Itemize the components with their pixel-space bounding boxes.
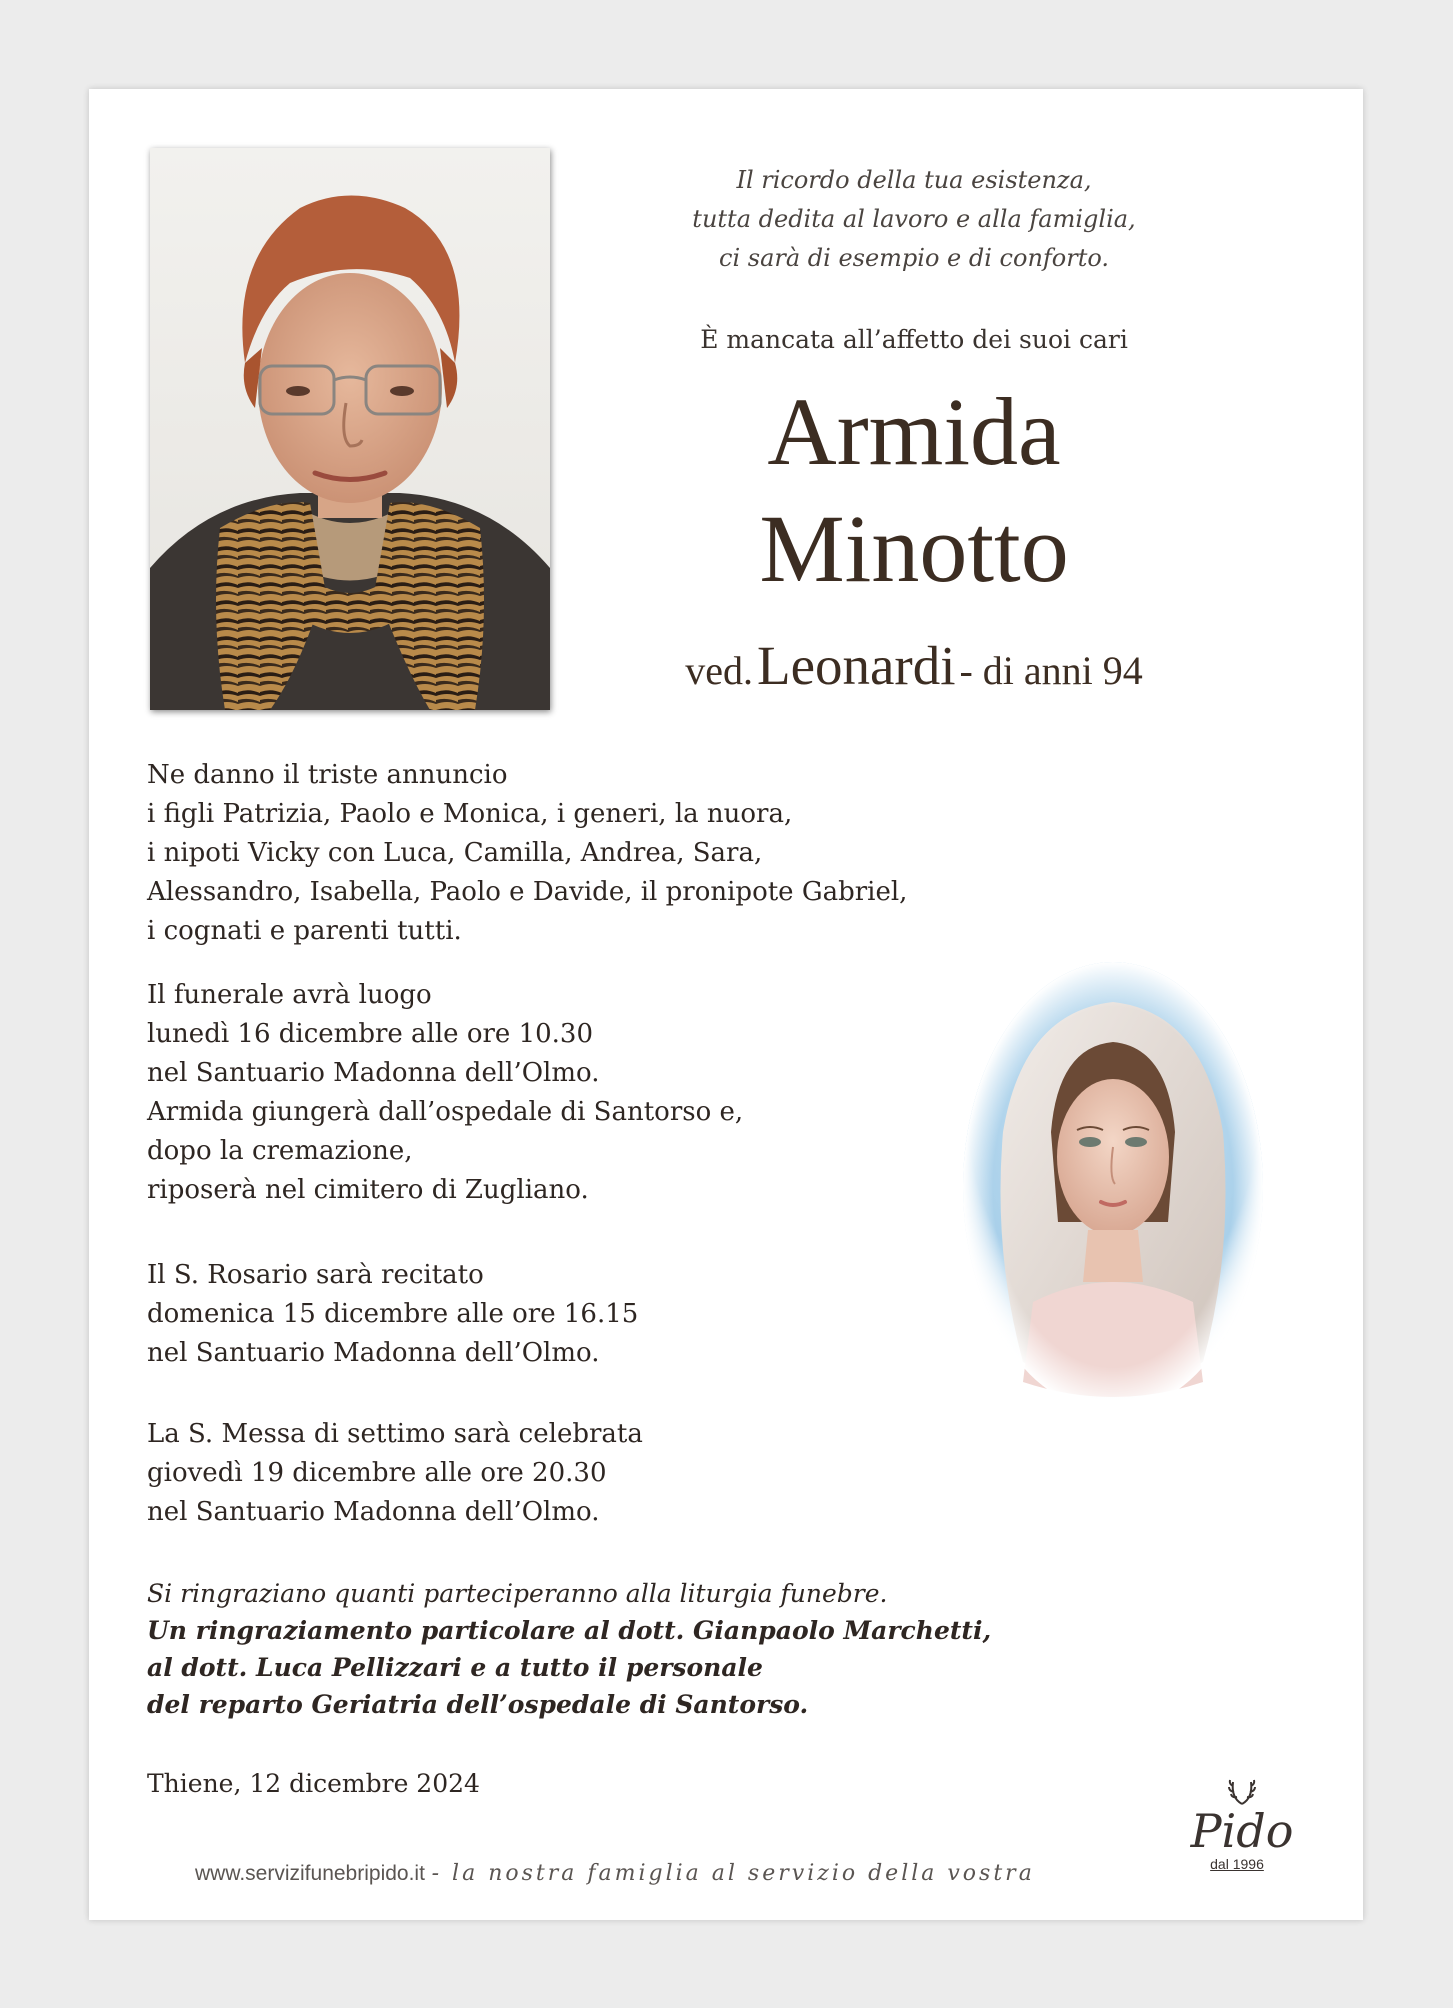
obituary-sheet	[89, 89, 1363, 1920]
mass-line: nel Santuario Madonna dell’Olmo.	[147, 1497, 600, 1527]
widow-name: Leonardi	[756, 635, 956, 696]
mass-line: La S. Messa di settimo sarà celebrata	[147, 1419, 643, 1449]
footer-line	[195, 1861, 1035, 1886]
epigraph-line: Il ricordo della tua esistenza,	[736, 166, 1092, 194]
announcement-line: i figli Patrizia, Paolo e Monica, i generi, la nuora,	[147, 799, 793, 829]
deceased-first-name: Armida	[767, 378, 1061, 485]
rosary-line: nel Santuario Madonna dell’Olmo.	[147, 1338, 600, 1368]
thanks-line: Un ringraziamento particolare al dott. Gianpaolo Marchetti,	[147, 1616, 992, 1645]
wreath-icon	[1225, 1774, 1259, 1808]
widow-prefix: ved.	[685, 648, 753, 693]
announcement-line: i cognati e parenti tutti.	[147, 916, 462, 946]
thanks-line: Si ringraziano quanti parteciperanno alla liturgia funebre.	[147, 1579, 888, 1608]
logo-brand: Pido	[1190, 1804, 1294, 1858]
announcement-line: i nipoti Vicky con Luca, Camilla, Andrea, Sara,	[147, 838, 763, 868]
widow-age-line	[589, 634, 1239, 697]
madonna-image	[963, 962, 1263, 1412]
age-text: - di anni 94	[959, 648, 1143, 693]
mass-line: giovedì 19 dicembre alle ore 20.30	[147, 1458, 607, 1488]
funeral-line: lunedì 16 dicembre alle ore 10.30	[147, 1019, 593, 1049]
epigraph-verse	[649, 161, 1179, 278]
place-and-date: Thiene, 12 dicembre 2024	[147, 1769, 480, 1798]
intro-line: È mancata all’affetto dei suoi cari	[700, 325, 1128, 354]
footer-tagline: - la nostra famiglia al servizio della vostra	[431, 1861, 1035, 1886]
funeral-line: riposerà nel cimitero di Zugliano.	[147, 1175, 589, 1205]
rosary-line: domenica 15 dicembre alle ore 16.15	[147, 1299, 639, 1329]
funeral-line: Il funerale avrà luogo	[147, 980, 432, 1010]
mass-paragraph	[147, 1415, 643, 1532]
deceased-last-name: Minotto	[759, 495, 1069, 602]
rosary-paragraph	[147, 1256, 638, 1373]
funeral-line: Armida giungerà dall’ospedale di Santorso e,	[147, 1097, 744, 1127]
funeral-home-logo	[1167, 1774, 1317, 1884]
funeral-line: nel Santuario Madonna dell’Olmo.	[147, 1058, 600, 1088]
epigraph-line: tutta dedita al lavoro e alla famiglia,	[692, 205, 1136, 233]
epigraph-line: ci sarà di esempio e di conforto.	[719, 244, 1109, 272]
announcement-paragraph	[147, 756, 907, 951]
announcement-line: Alessandro, Isabella, Paolo e Davide, il pronipote Gabriel,	[147, 877, 908, 907]
deceased-portrait-photo	[150, 148, 550, 710]
funeral-line: dopo la cremazione,	[147, 1136, 413, 1166]
announcement-line: Ne danno il triste annuncio	[147, 760, 508, 790]
logo-since: dal 1996	[1210, 1856, 1264, 1872]
rosary-line: Il S. Rosario sarà recitato	[147, 1260, 484, 1290]
thanks-line: del reparto Geriatria dell’ospedale di Santorso.	[147, 1690, 809, 1719]
thanks-line: al dott. Luca Pellizzari e a tutto il personale	[147, 1653, 763, 1682]
funeral-paragraph	[147, 976, 743, 1210]
website-link[interactable]: www.servizifunebripido.it	[195, 1862, 425, 1885]
thanks-paragraph	[147, 1575, 991, 1723]
